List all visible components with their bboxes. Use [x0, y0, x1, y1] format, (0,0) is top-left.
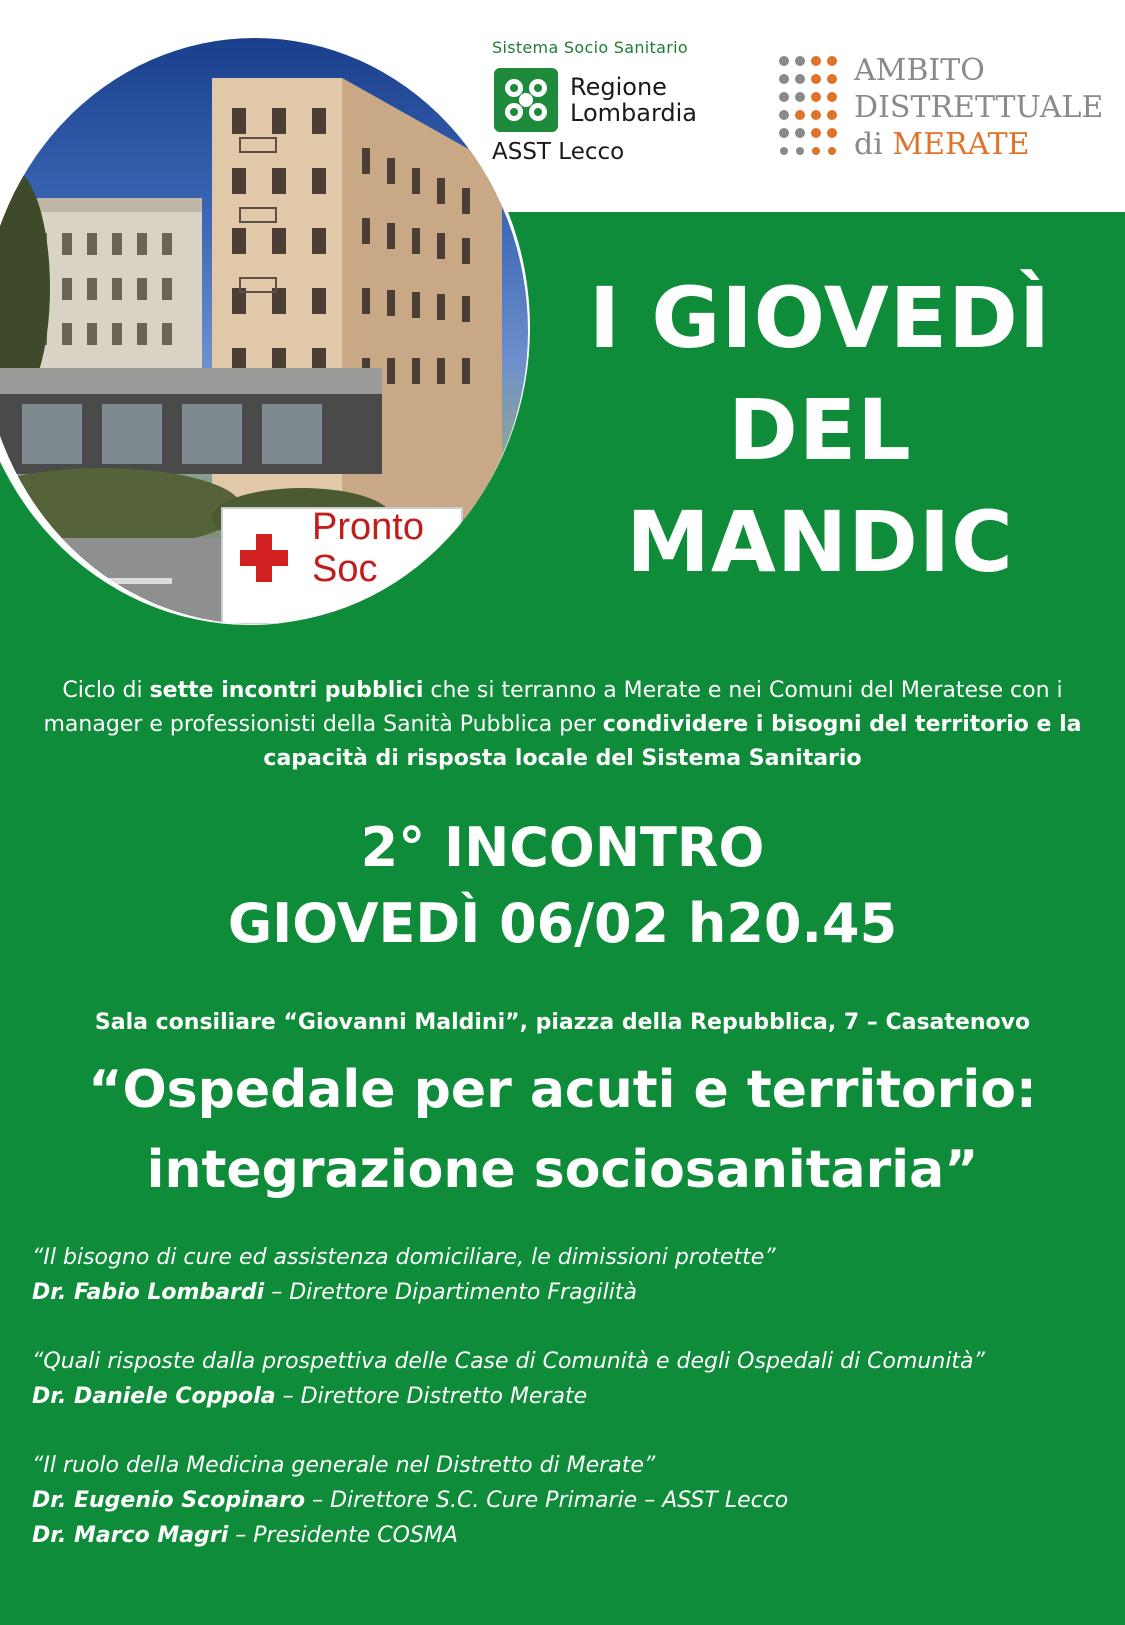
ambito-line3-highlight: MERATE [892, 127, 1030, 162]
speaker-role: – Direttore Distretto Merate [275, 1384, 588, 1409]
hospital-photo [0, 38, 528, 624]
intro-bold-1: sette incontri pubblici [149, 678, 424, 703]
talk-title: “Quali risposte dalla prospettiva delle Case di Comunità e degli Ospedali di Comunità” [32, 1349, 985, 1374]
sign-text [312, 506, 424, 590]
event-heading [0, 810, 1125, 962]
topic-line1: “Ospedale per acuti e territorio: [88, 1060, 1037, 1120]
intro-bold-2: condividere i bisogni del territorio e la capacità di risposta locale del Sistema Sanitario [263, 712, 1082, 771]
speaker-name: Dr. Fabio Lombardi [32, 1280, 265, 1305]
talk-title: “Il bisogno di cure ed assistenza domiciliare, le dimissioni protette” [32, 1245, 776, 1270]
hospital-building-icon [0, 38, 528, 624]
event-number: 2° INCONTRO [360, 816, 765, 879]
ambito-line1: AMBITO [854, 53, 985, 88]
talk-block [32, 1448, 1102, 1553]
ambito-distrettuale-logo [778, 52, 1108, 162]
regione-name-line2: Lombardia [570, 99, 698, 127]
talks-list [32, 1240, 1102, 1587]
logo-tagline: Sistema Socio Sanitario [492, 38, 688, 57]
sign-text-line1: Pronto [312, 506, 424, 548]
ambito-line3-prefix: di [854, 127, 883, 162]
regione-name-line1: Regione [570, 73, 667, 101]
event-venue: Sala consiliare “Giovanni Maldini”, piazza della Repubblica, 7 – Casatenovo [94, 1010, 1031, 1035]
speaker-line [32, 1483, 1102, 1518]
lombardy-rose-icon [494, 68, 558, 132]
speaker-role: – Presidente COSMA [228, 1523, 458, 1548]
regione-lombardia-logo [492, 38, 732, 173]
speaker-name: Dr. Daniele Coppola [32, 1384, 276, 1409]
speaker-role: – Direttore Dipartimento Fragilità [264, 1280, 637, 1305]
dot-grid-icon [778, 55, 842, 155]
talk-block [32, 1240, 1102, 1310]
main-title [540, 262, 1100, 598]
speaker-line [32, 1275, 1102, 1310]
intro-text-2: che si terranno a Merate e nei Comuni del Meratese con i manager e professionisti della Sanità Pubblica per [43, 678, 1063, 737]
regione-name [570, 74, 697, 126]
talk-title: “Il ruolo della Medicina generale nel Distretto di Merate” [32, 1453, 656, 1478]
intro-text-1: Ciclo di [62, 678, 150, 703]
speaker-name: Dr. Marco Magri [32, 1523, 229, 1548]
topic-line2: integrazione sociosanitaria” [146, 1140, 979, 1200]
ambito-text [854, 52, 1103, 163]
event-datetime: GIOVEDÌ 06/02 h20.45 [227, 892, 898, 955]
speaker-line [32, 1379, 1102, 1414]
intro-paragraph [30, 674, 1095, 776]
title-line1: I GIOVEDÌ [588, 269, 1052, 367]
sign-text-line2: Soc [312, 548, 378, 590]
title-line3: MANDIC [626, 493, 1014, 591]
ambito-line3 [854, 126, 1103, 163]
talk-block [32, 1344, 1102, 1414]
asst-unit: ASST Lecco [492, 139, 625, 165]
speaker-role: – Direttore S.C. Cure Primarie – ASST Lecco [305, 1488, 789, 1513]
title-line2: DEL [728, 381, 912, 479]
speaker-name: Dr. Eugenio Scopinaro [32, 1488, 306, 1513]
event-topic [0, 1050, 1125, 1210]
ambito-line2: DISTRETTUALE [854, 90, 1104, 125]
speaker-line [32, 1518, 1102, 1553]
